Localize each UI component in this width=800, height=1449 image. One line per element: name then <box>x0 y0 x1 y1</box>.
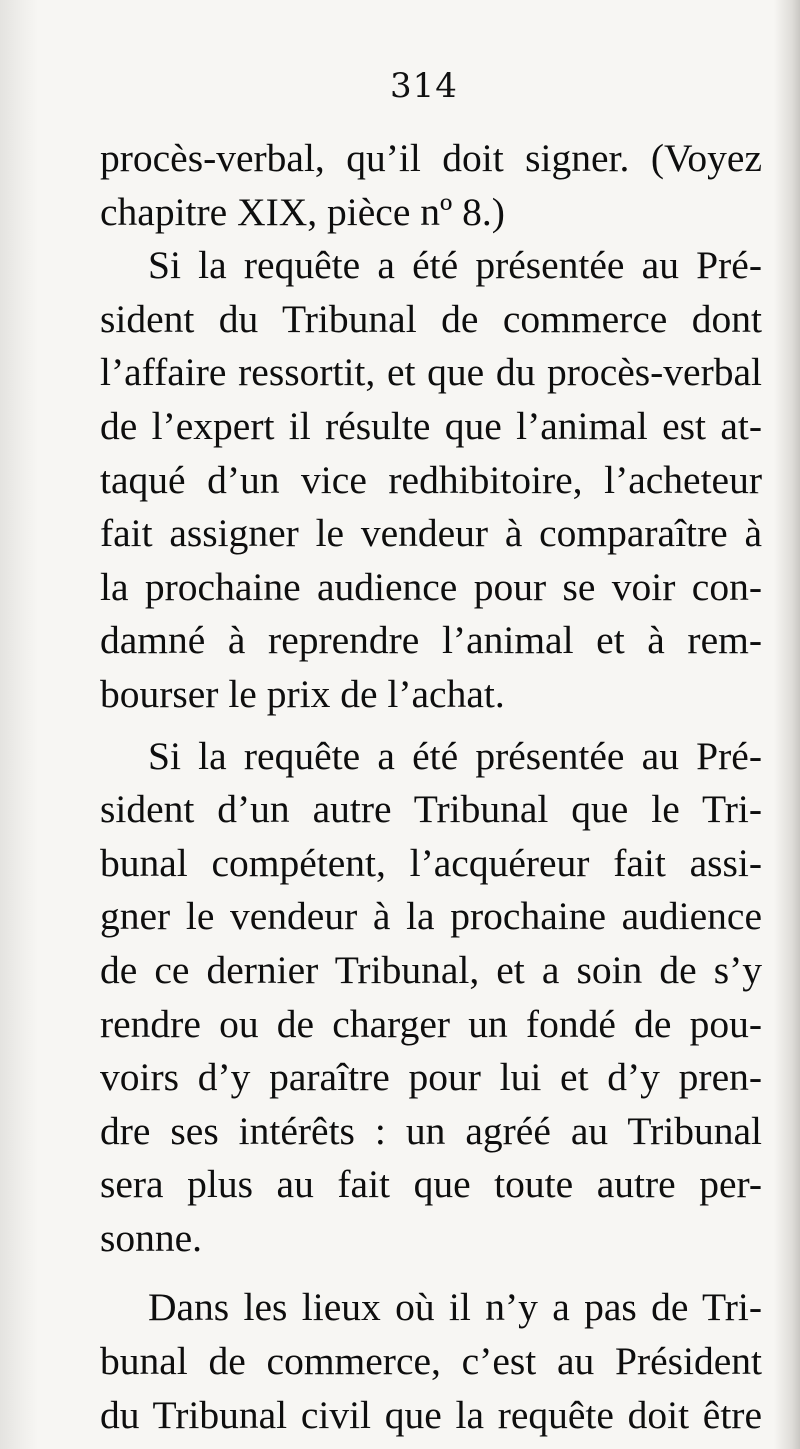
page-body <box>100 132 762 1442</box>
text-line: damné à reprendre l’animal et à rem- <box>100 618 762 663</box>
text-line: rendre ou de charger un fondé de pou- <box>100 1001 762 1046</box>
text-line: sonne. <box>100 1215 203 1260</box>
text-line: taqué d’un vice redhibitoire, l’acheteur <box>100 457 762 502</box>
text-line: du Tribunal civil que la requête doit être <box>100 1392 762 1437</box>
text-line: Si la requête a été présentée au Pré- <box>148 733 762 778</box>
paragraph-gap <box>100 722 762 730</box>
text-line: de l’expert il résulte que l’animal est at- <box>100 403 762 448</box>
paragraph-1 <box>100 132 762 239</box>
paragraph-2 <box>100 239 762 721</box>
text-line: sera plus au fait que toute autre per- <box>100 1162 762 1207</box>
text-line: sident d’un autre Tribunal que le Tri- <box>100 787 762 832</box>
text-line: sident du Tribunal de commerce dont <box>100 296 762 341</box>
text-line: bourser le prix de l’achat. <box>100 671 505 716</box>
page-number: 314 <box>390 66 458 106</box>
text-line: la prochaine audience pour se voir con- <box>100 564 762 609</box>
text-line: Dans les lieux où il n’y a pas de Tri- <box>148 1285 762 1330</box>
text-line: procès-verbal, qu’il doit signer. (Voyez <box>100 136 762 180</box>
text-line: dre ses intérêts : un agréé au Tribunal <box>100 1108 762 1153</box>
text-line: gner le vendeur à la prochaine audience <box>100 894 762 939</box>
text-line: bunal de commerce, c’est au Président <box>100 1339 762 1384</box>
paragraph-3 <box>100 730 762 1266</box>
text-line: l’affaire ressortit, et que du procès-verbal <box>100 350 762 395</box>
text-line: de ce dernier Tribunal, et a soin de s’y <box>100 947 762 992</box>
paragraph-4 <box>100 1281 762 1442</box>
paragraph-gap <box>100 1265 762 1281</box>
text-line: voirs d’y paraître pour lui et d’y pren- <box>100 1055 762 1100</box>
text-line: chapitre XIX, pièce nº 8.) <box>100 189 505 234</box>
page-gutter-shadow <box>0 0 38 1449</box>
text-line: bunal compétent, l’acquéreur fait assi- <box>100 840 762 885</box>
page-edge-shadow <box>774 0 800 1449</box>
text-line: fait assigner le vendeur à comparaître à <box>100 511 762 556</box>
text-line: Si la requête a été présentée au Pré- <box>148 243 762 288</box>
